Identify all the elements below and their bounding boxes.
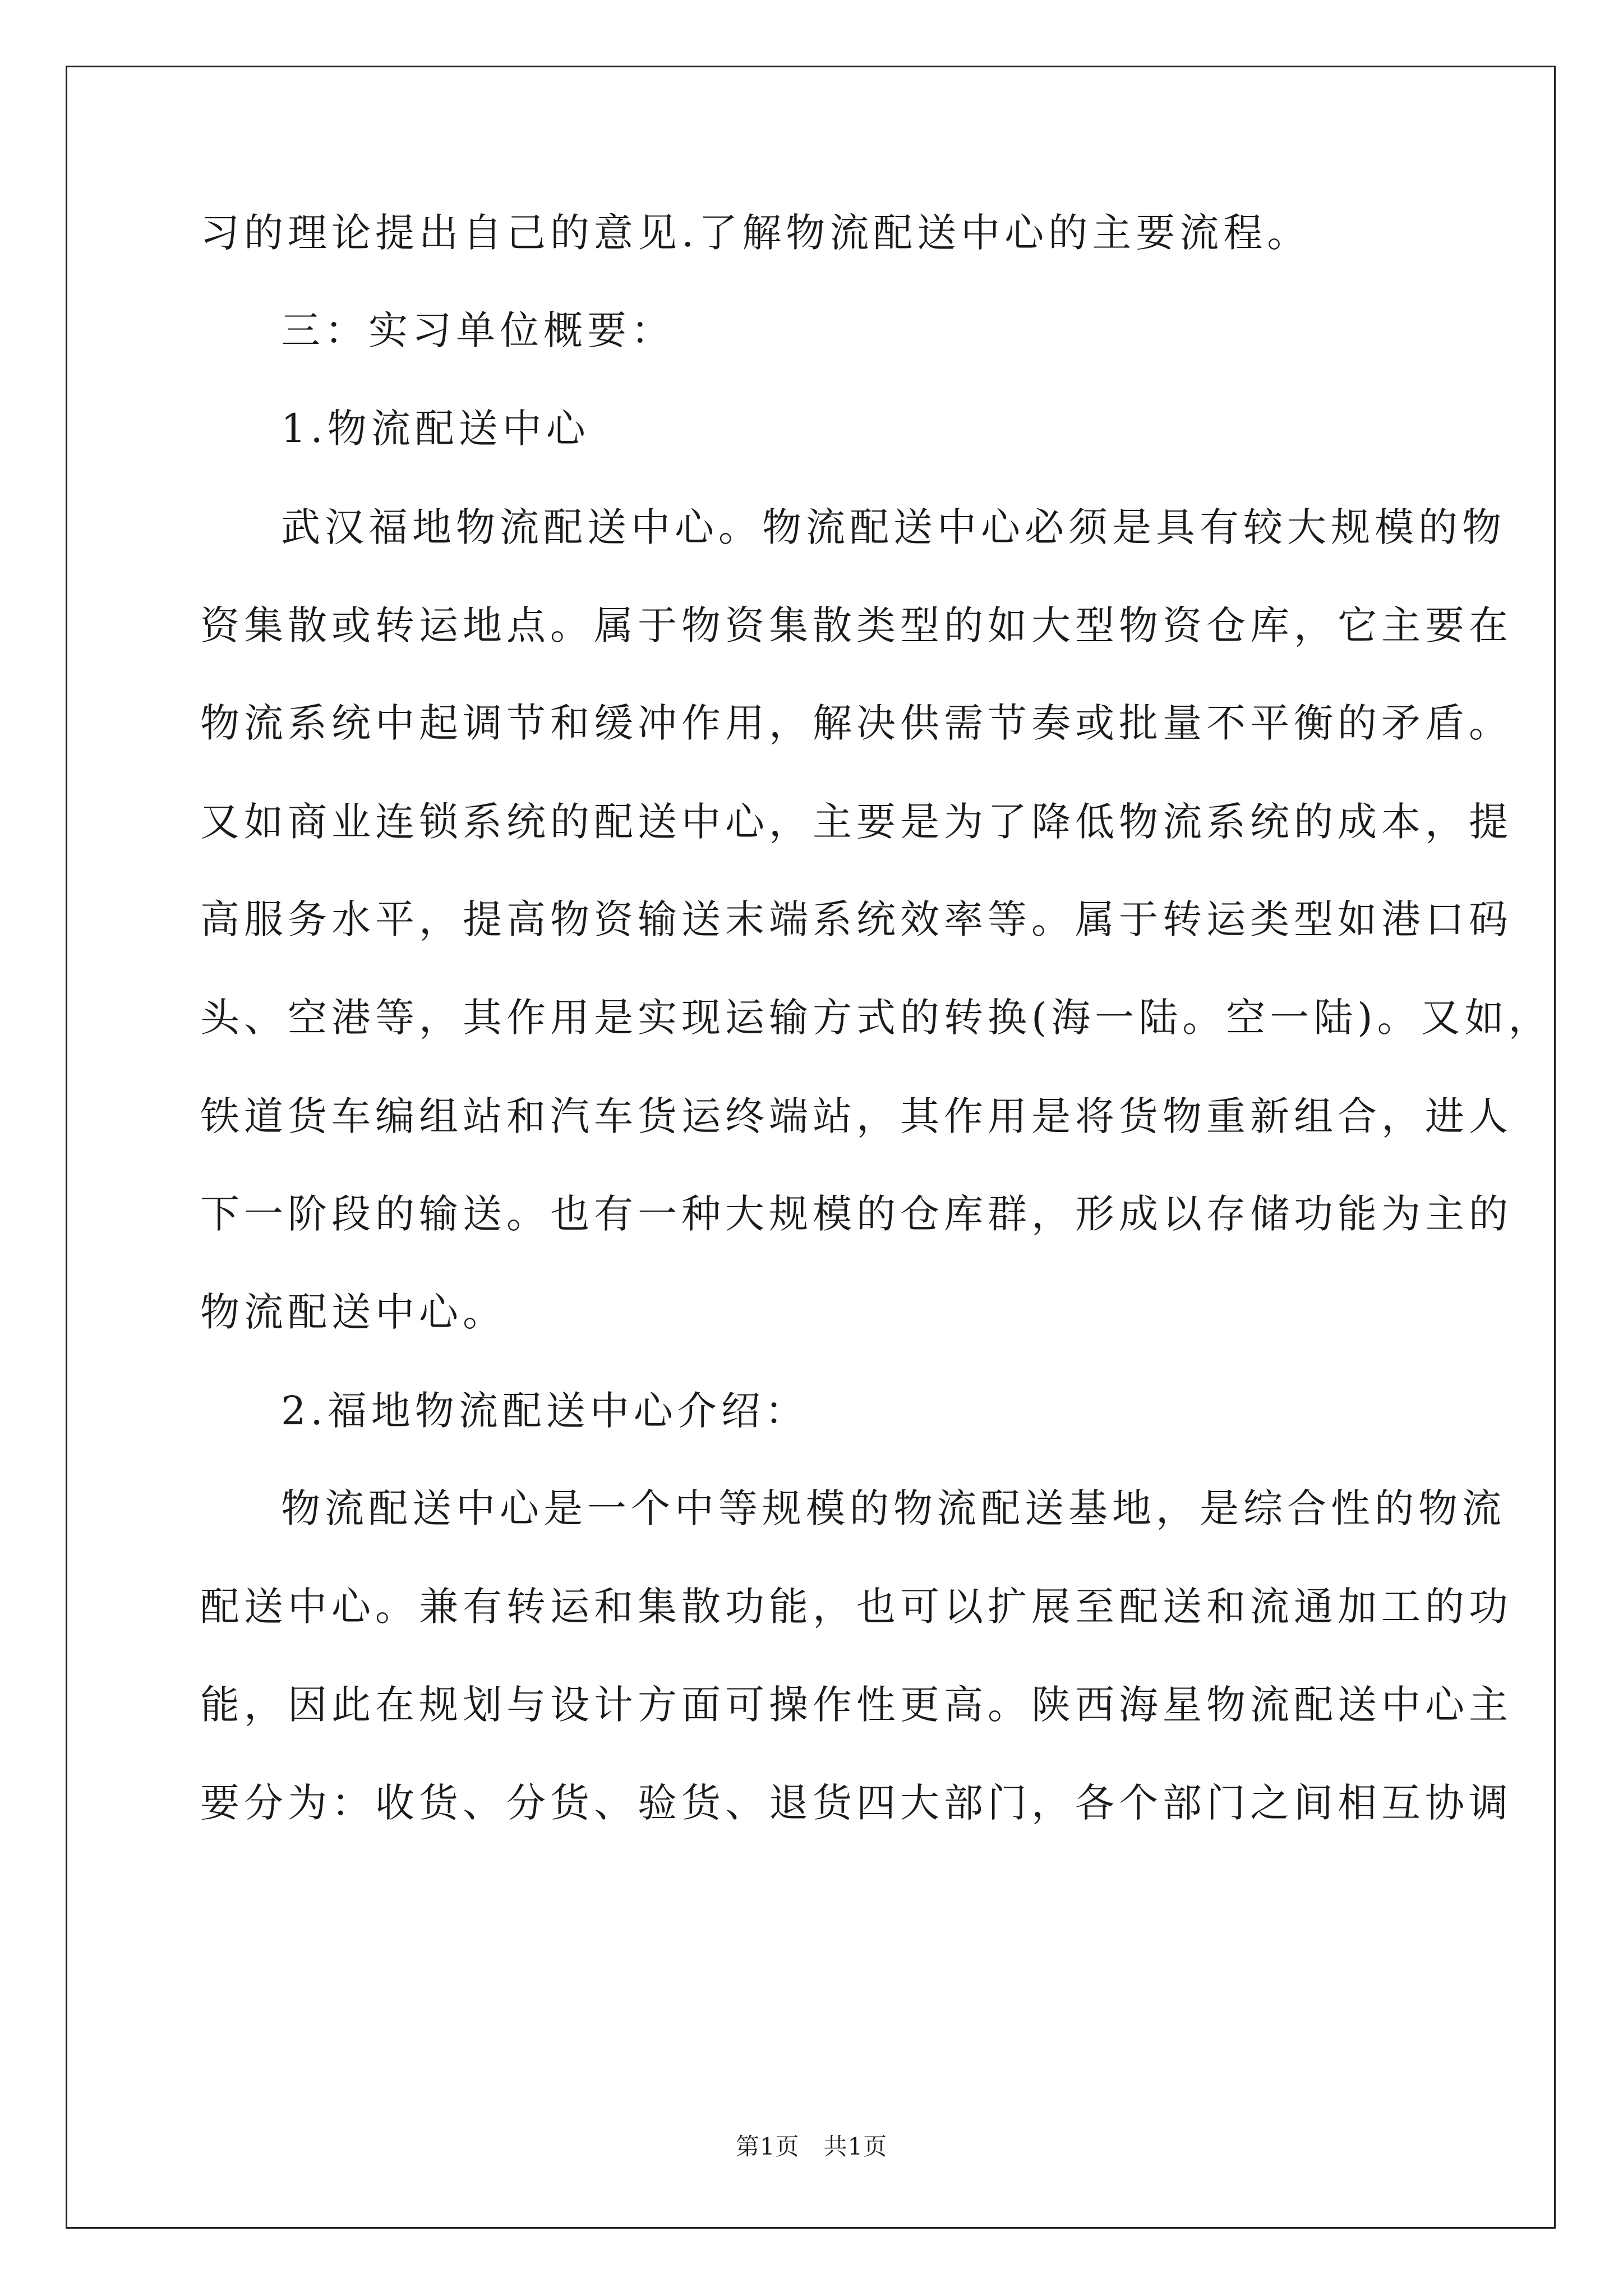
paragraph-line: 下一阶段的输送。也有一种大规模的仓库群，形成以存储功能为主的 (200, 1191, 1513, 1237)
paragraph-line: 要分为：收货、分货、验货、退货四大部门，各个部门之间相互协调 (200, 1780, 1513, 1826)
paragraph-line: 又如商业连锁系统的配送中心，主要是为了降低物流系统的成本，提 (200, 799, 1513, 845)
paragraph-line: 物流配送中心是一个中等规模的物流配送基地，是综合性的物流 (281, 1485, 1506, 1531)
section-heading-3: 三：实习单位概要： (281, 307, 675, 353)
page-number: 第1页 共1页 (735, 2133, 888, 2160)
paragraph-line: 物流系统中起调节和缓冲作用，解决供需节奏或批量不平衡的矛盾。 (200, 700, 1513, 746)
subheading-1: 1.物流配送中心 (281, 406, 590, 452)
paragraph-line: 能，因此在规划与设计方面可操作性更高。陕西海星物流配送中心主 (200, 1682, 1513, 1728)
paragraph-line: 资集散或转运地点。属于物资集散类型的如大型物资仓库，它主要在 (200, 602, 1513, 648)
text-line-1: 习的理论提出自己的意见.了解物流配送中心的主要流程。 (200, 210, 1311, 256)
paragraph-line: 高服务水平，提高物资输送末端系统效率等。属于转运类型如港口码 (200, 896, 1513, 942)
paragraph-line: 铁道货车编组站和汽车货运终端站，其作用是将货物重新组合，进人 (200, 1093, 1513, 1139)
paragraph-line: 武汉福地物流配送中心。物流配送中心必须是具有较大规模的物 (281, 504, 1506, 550)
subheading-2: 2.福地物流配送中心介绍： (281, 1388, 809, 1434)
page-border (66, 66, 1556, 2229)
paragraph-line: 头、空港等，其作用是实现运输方式的转换(海一陆。空一陆)。又如， (200, 995, 1552, 1041)
paragraph-line: 物流配送中心。 (200, 1289, 506, 1335)
paragraph-line: 配送中心。兼有转运和集散功能，也可以扩展至配送和流通加工的功 (200, 1584, 1513, 1630)
